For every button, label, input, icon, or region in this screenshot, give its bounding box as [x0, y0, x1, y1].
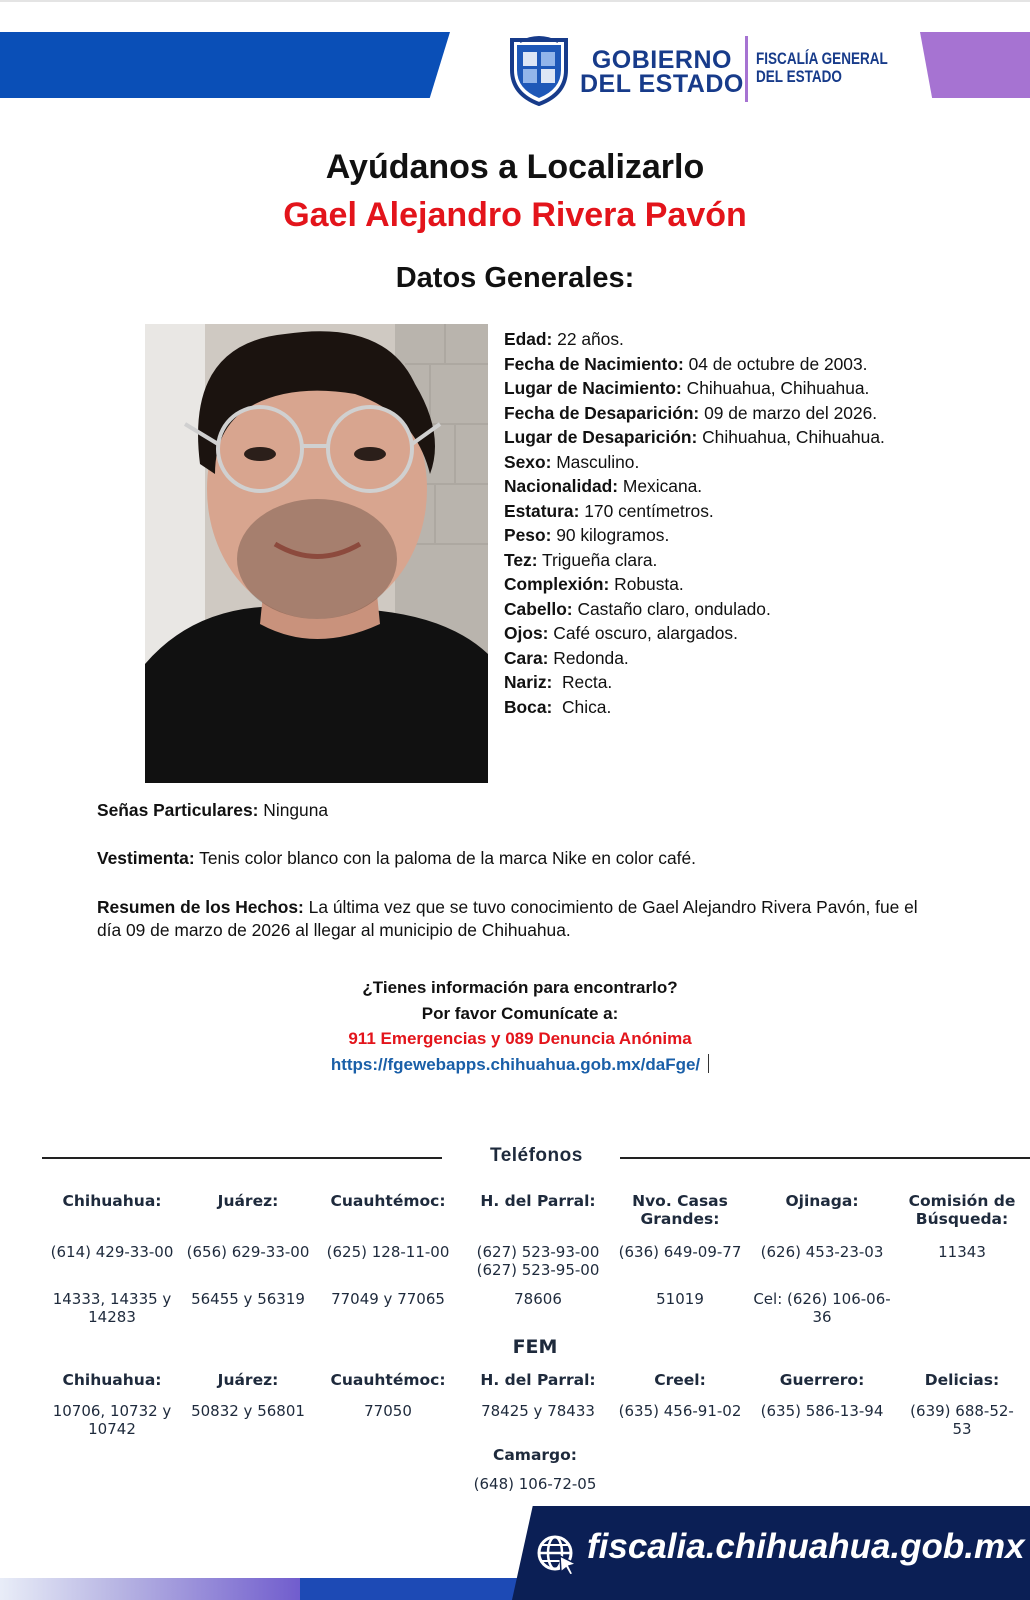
detail-row — [504, 597, 885, 622]
detail-label: Nariz: — [504, 672, 553, 692]
detail-row — [504, 523, 885, 548]
telefonos-header: Cuauhtémoc: — [330, 1192, 446, 1210]
detail-value: 170 centímetros. — [579, 500, 714, 521]
logo-divider — [745, 36, 748, 102]
telefonos-extension: 77049 y 77065 — [331, 1290, 445, 1308]
gobierno-line2: DEL ESTADO — [580, 70, 744, 98]
fem-header: Cuauhtémoc: — [330, 1371, 446, 1389]
fem-value: (639) 688-52-53 — [910, 1402, 1014, 1438]
detail-label: Lugar de Desaparición: — [504, 427, 698, 447]
detail-value: Chica. — [552, 696, 612, 717]
fem-header: Creel: — [654, 1371, 706, 1389]
detail-row — [504, 376, 885, 401]
person-photo — [145, 324, 488, 783]
portrait-illustration — [145, 324, 488, 783]
top-border — [0, 0, 1030, 2]
detail-row — [504, 695, 885, 720]
fem-header: Juárez: — [217, 1371, 279, 1389]
senas-label: Señas Particulares: — [97, 800, 259, 820]
telefonos-header: H. del Parral: — [480, 1192, 596, 1210]
detail-label: Tez: — [504, 549, 538, 570]
gobierno-wordmark — [580, 48, 744, 96]
detail-row — [504, 646, 885, 671]
detail-value: Trigueña clara. — [537, 549, 658, 570]
fiscalia-wordmark — [756, 50, 888, 86]
general-data-list — [504, 327, 885, 719]
telefonos-extension: Cel: (626) 106-06-36 — [753, 1290, 891, 1326]
fem-value: 78425 y 78433 — [481, 1402, 595, 1420]
government-logo — [506, 34, 888, 106]
contact-please: Por favor Comunícate a: — [421, 1003, 619, 1023]
telefonos-phone: (626) 453-23-03 — [760, 1243, 884, 1261]
telefonos-rule-left — [42, 1157, 442, 1159]
detail-row — [504, 327, 885, 352]
detail-value: Castaño claro, ondulado. — [572, 598, 771, 619]
resumen-label: Resumen de los Hechos: — [97, 897, 304, 917]
text-cursor — [708, 1054, 709, 1073]
emergency-numbers: 911 Emergencias y 089 Denuncia Anónima — [348, 1029, 692, 1048]
senas-particulares — [97, 799, 957, 822]
telefonos-extension: 14333, 14335 y 14283 — [52, 1290, 172, 1326]
fem-value: (635) 586-13-94 — [760, 1402, 884, 1420]
telefonos-phone: (625) 128-11-00 — [326, 1243, 450, 1261]
detail-label: Sexo: — [504, 451, 552, 472]
telefonos-extension: 51019 — [656, 1290, 704, 1308]
fem-header: Guerrero: — [779, 1371, 865, 1389]
telefonos-phone: (656) 629-33-00 — [186, 1243, 310, 1261]
detail-value: Redonda. — [548, 647, 629, 668]
missing-person-name: Gael Alejandro Rivera Pavón — [283, 196, 747, 234]
telefonos-phone: (614) 429-33-00 — [50, 1243, 174, 1261]
telefonos-rule-right — [620, 1157, 1030, 1159]
detail-value: Mexicana. — [618, 476, 703, 496]
senas-value: Ninguna — [258, 800, 329, 820]
telefonos-phone: 11343 — [938, 1243, 986, 1261]
telefonos-header: Chihuahua: — [62, 1192, 162, 1210]
fem-value: (635) 456-91-02 — [618, 1402, 742, 1420]
fem-value: 77050 — [364, 1402, 412, 1420]
header-purple-band — [920, 32, 1030, 98]
detail-value: Recta. — [552, 672, 613, 692]
resumen-value: La última vez que se tuvo conocimiento de Gael Alejandro Rivera Pavón, fue el día 09 de marzo de 2026 al llegar al municipio de Chihuahua. — [97, 897, 918, 940]
headline: Ayúdanos a Localizarlo — [325, 148, 705, 186]
detail-value: Chihuahua, Chihuahua. — [681, 378, 870, 398]
telefonos-phone: (627) 523-93-00 (627) 523-95-00 — [476, 1243, 600, 1279]
detail-row — [504, 425, 885, 450]
header-blue-band — [0, 32, 450, 98]
vestimenta — [97, 847, 957, 870]
detail-value: 22 años. — [552, 329, 624, 349]
telefonos-header: Comisión de Búsqueda: — [908, 1192, 1016, 1228]
detail-value: Robusta. — [609, 574, 684, 594]
detail-row — [504, 621, 885, 646]
contact-block — [0, 975, 1030, 1077]
resumen-hechos — [97, 896, 942, 941]
detail-value: Café oscuro, alargados. — [548, 623, 738, 643]
fem-header: Delicias: — [924, 1371, 1000, 1389]
telefonos-extension: 56455 y 56319 — [191, 1290, 305, 1308]
telefonos-title: Teléfonos — [490, 1145, 583, 1166]
detail-label: Fecha de Nacimiento: — [504, 353, 684, 374]
detail-row — [504, 401, 885, 426]
detail-row — [504, 352, 885, 377]
gobierno-line1: GOBIERNO — [591, 46, 732, 74]
fem-header: H. del Parral: — [480, 1371, 596, 1389]
globe-cursor-icon — [536, 1534, 578, 1576]
telefonos-phone: (636) 649-09-77 — [618, 1243, 742, 1261]
detail-label: Edad: — [504, 329, 553, 349]
detail-value: 09 de marzo del 2026. — [699, 402, 878, 423]
detail-row — [504, 474, 885, 499]
detail-label: Cabello: — [504, 598, 573, 619]
fem-value: 10706, 10732 y 10742 — [52, 1402, 172, 1438]
detail-row — [504, 548, 885, 573]
section-title: Datos Generales: — [395, 262, 635, 294]
detail-label: Cara: — [504, 647, 549, 668]
detail-row — [504, 670, 885, 695]
detail-value: 90 kilogramos. — [551, 525, 670, 545]
detail-label: Boca: — [504, 696, 553, 717]
fem-value: 50832 y 56801 — [191, 1402, 305, 1420]
detail-label: Fecha de Desaparición: — [504, 402, 700, 423]
fem-camargo-header: Camargo: — [492, 1446, 578, 1464]
contact-question: ¿Tienes información para encontrarlo? — [362, 978, 678, 997]
vestimenta-label: Vestimenta: — [97, 848, 195, 868]
detail-row — [504, 499, 885, 524]
fem-title: FEM — [512, 1336, 558, 1358]
footer-gradient — [0, 1578, 300, 1600]
report-link[interactable]: https://fgewebapps.chihuahua.gob.mx/daFge/ — [330, 1054, 701, 1074]
telefonos-extension: 78606 — [514, 1290, 562, 1308]
detail-value: Chihuahua, Chihuahua. — [697, 427, 885, 447]
detail-label: Ojos: — [504, 623, 549, 643]
detail-label: Complexión: — [504, 574, 610, 594]
detail-value: Masculino. — [551, 451, 640, 472]
fiscalia-line2: DEL ESTADO — [756, 68, 842, 86]
vestimenta-value: Tenis color blanco con la paloma de la marca Nike en color café. — [194, 848, 696, 868]
fem-camargo-value: (648) 106-72-05 — [473, 1475, 597, 1493]
telefonos-header: Juárez: — [217, 1192, 279, 1210]
detail-value: 04 de octubre de 2003. — [683, 353, 868, 374]
fiscalia-line1: FISCALÍA GENERAL — [756, 50, 888, 68]
detail-row — [504, 450, 885, 475]
footer-url[interactable]: fiscalia.chihuahua.gob.mx — [587, 1527, 1025, 1566]
telefonos-header: Nvo. Casas Grandes: — [632, 1192, 728, 1228]
fem-header: Chihuahua: — [62, 1371, 162, 1389]
telefonos-header: Ojinaga: — [785, 1192, 859, 1210]
detail-row — [504, 572, 885, 597]
detail-label: Nacionalidad: — [504, 476, 619, 496]
detail-label: Peso: — [504, 525, 552, 545]
state-shield-icon — [506, 34, 572, 106]
detail-label: Estatura: — [504, 500, 580, 521]
detail-label: Lugar de Nacimiento: — [504, 378, 682, 398]
